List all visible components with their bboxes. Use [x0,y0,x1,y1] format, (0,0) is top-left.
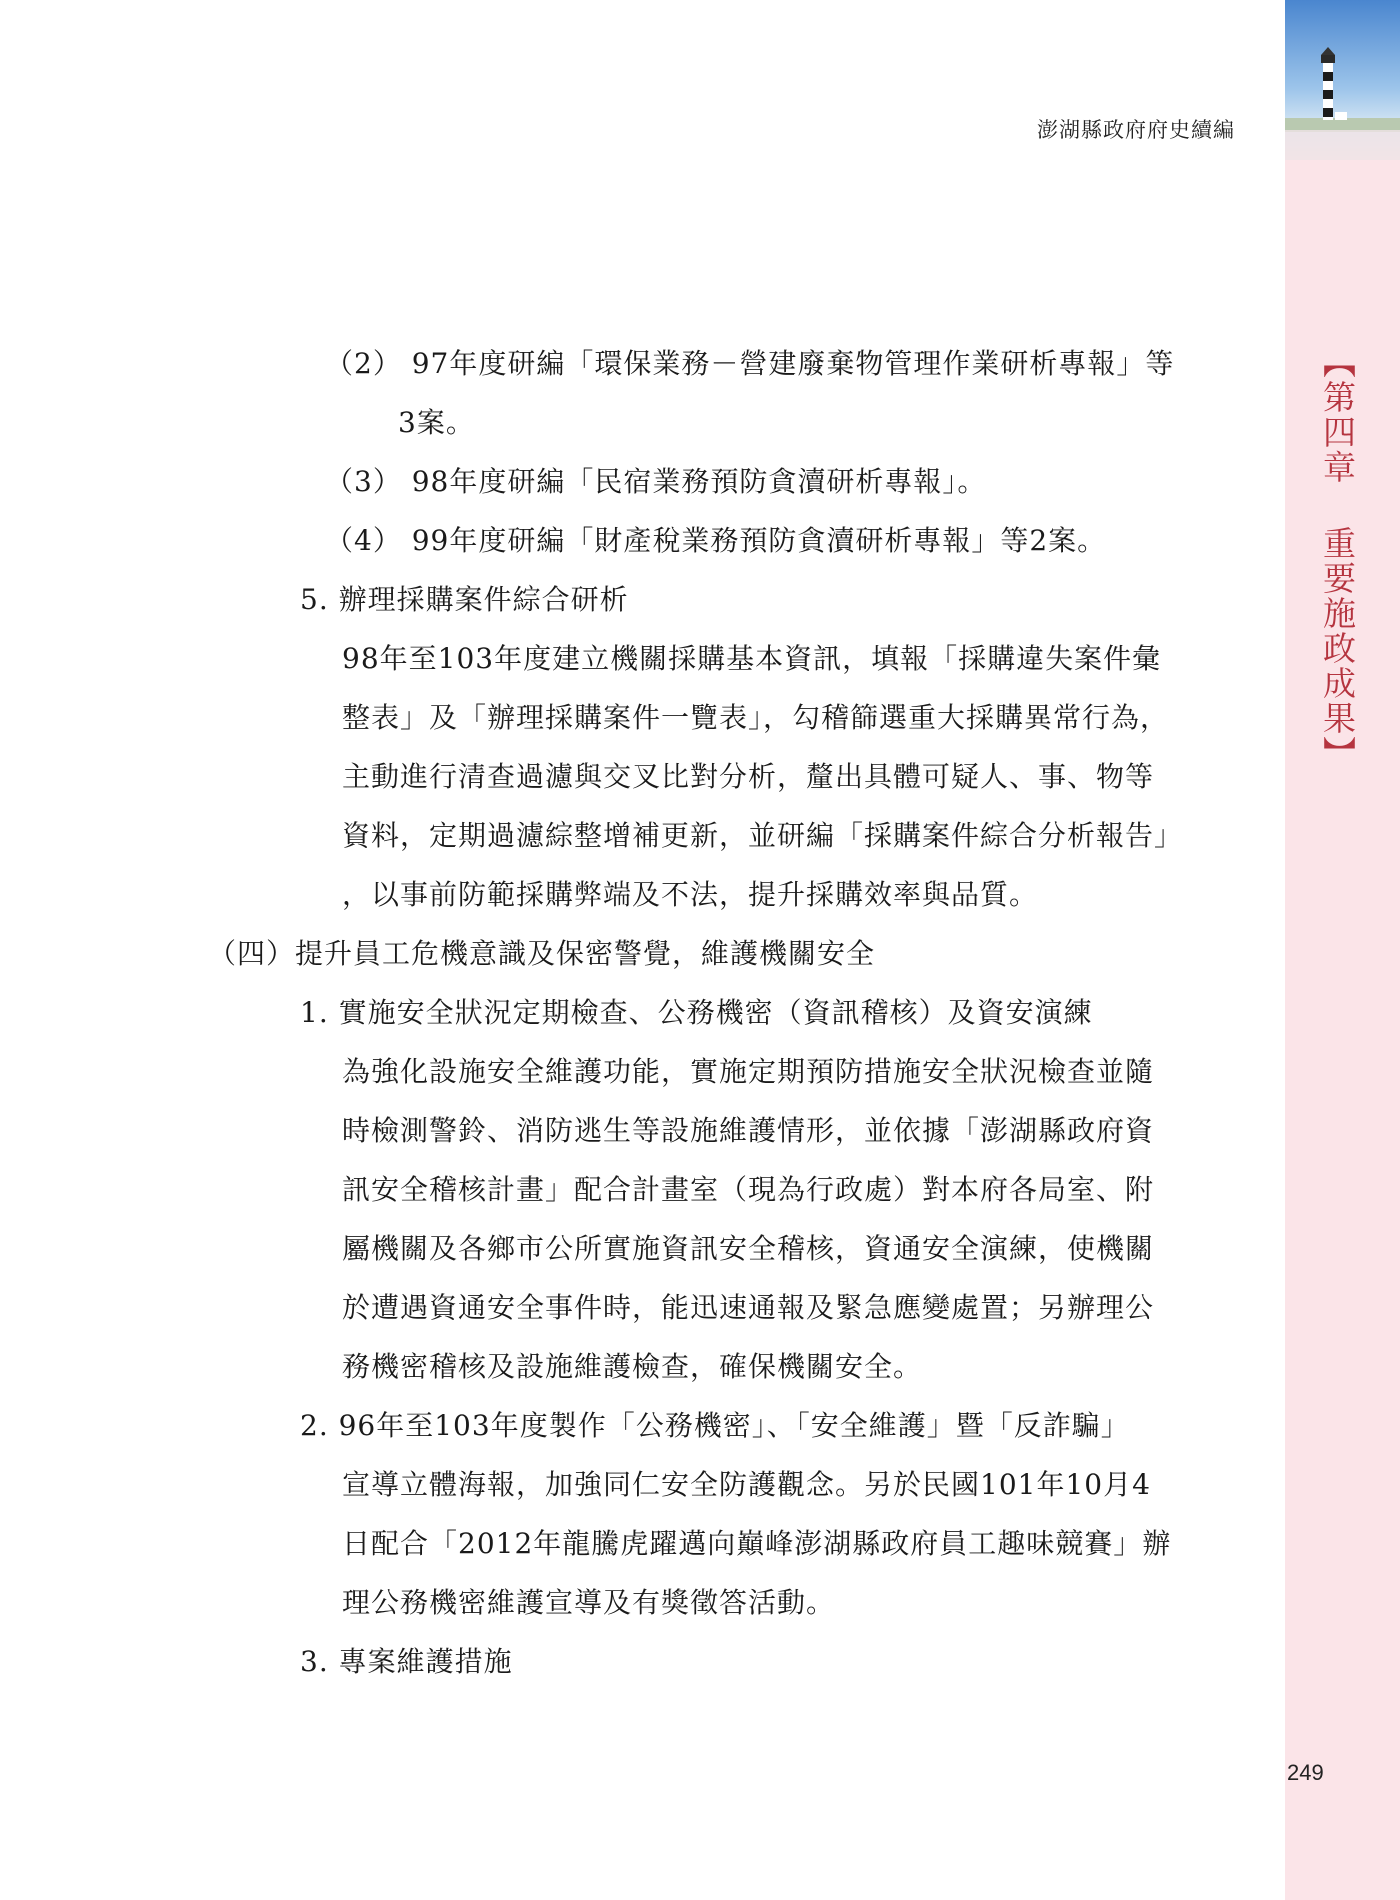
text-line: （3） 98年度研編「民宿業務預防貪瀆研析專報」。 [325,465,987,498]
text-line: 於遭遇資通安全事件時，能迅速通報及緊急應變處置；另辦理公 [342,1291,1155,1324]
text-line: 為強化設施安全維護功能，實施定期預防措施安全狀況檢查並隨 [342,1055,1155,1088]
text-line: 2. 96年至103年度製作「公務機密」、「安全維護」暨「反詐騙」 [300,1409,1130,1442]
text-line: 宣導立體海報，加強同仁安全防護觀念。另於民國101年10月4 [342,1468,1151,1501]
text-line: 訊安全稽核計畫」配合計畫室（現為行政處）對本府各局室、附 [342,1173,1155,1206]
text-line: 3. 專案維護措施 [300,1645,513,1678]
text-line: 屬機關及各鄉市公所實施資訊安全稽核，資通安全演練，使機關 [342,1232,1155,1265]
text-line: 務機密稽核及設施維護檢查，確保機關安全。 [342,1350,923,1383]
text-line: 主動進行清查過濾與交叉比對分析，釐出具體可疑人、事、物等 [342,760,1155,793]
text-line: 理公務機密維護宣導及有獎徵答活動。 [342,1586,836,1619]
section-heading: （四）提升員工危機意識及保密警覺，維護機關安全 [208,937,876,970]
text-line: 整表」及「辦理採購案件一覽表」，勾稽篩選重大採購異常行為， [342,701,1170,734]
lighthouse-photo [1285,0,1400,160]
text-line: （2） 97年度研編「環保業務－營建廢棄物管理作業研析專報」等 [325,347,1175,380]
text-line: 時檢測警鈴、消防逃生等設施維護情形，並依據「澎湖縣政府資 [342,1114,1155,1147]
chapter-tab: 【第四章 重要施政成果】 [1318,345,1357,771]
text-line: 1. 實施安全狀況定期檢查、公務機密（資訊稽核）及資安演練 [300,996,1093,1029]
text-line: 98年至103年度建立機關採購基本資訊，填報「採購違失案件彙 [342,642,1162,675]
text-line: 資料，定期過濾綜整增補更新，並研編「採購案件綜合分析報告」 [342,819,1184,852]
text-line: 5. 辦理採購案件綜合研析 [300,583,629,616]
text-line: （4） 99年度研編「財產稅業務預防貪瀆研析專報」等2案。 [325,524,1107,557]
text-line: ，以事前防範採購弊端及不法，提升採購效率與品質。 [342,878,1039,911]
text-line: 3案。 [398,406,475,439]
side-strip [1285,0,1400,1900]
running-header: 澎湖縣政府府史續編 [1037,118,1235,142]
page-number: 249 [1287,1760,1324,1785]
text-line: 日配合「2012年龍騰虎躍邁向巔峰澎湖縣政府員工趣味競賽」辦 [342,1527,1172,1560]
